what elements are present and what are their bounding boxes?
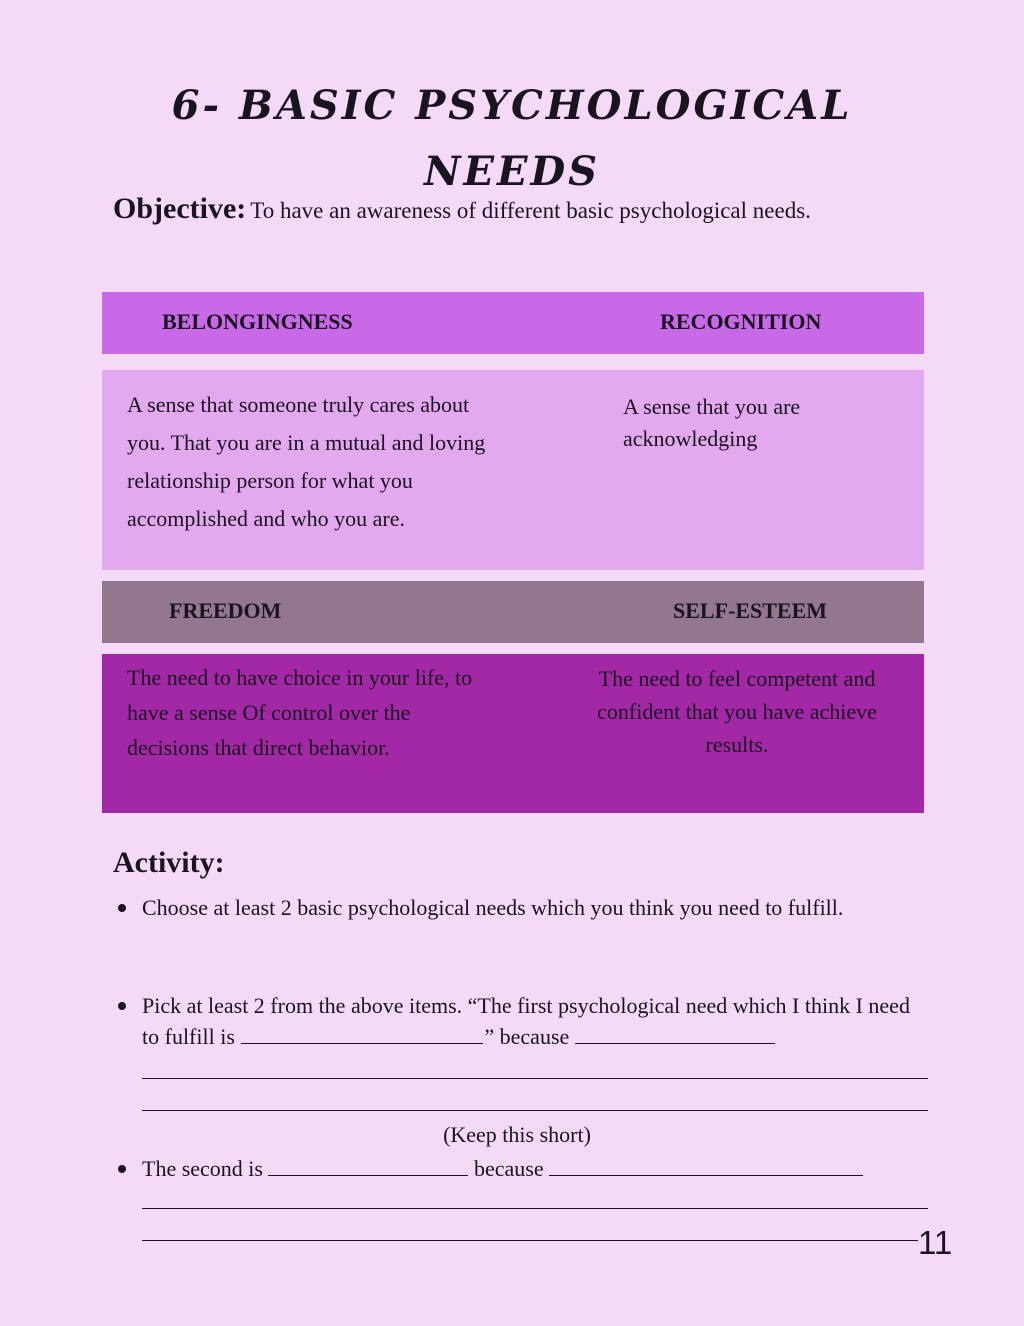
answer-line[interactable]	[142, 1208, 928, 1209]
self-esteem-description: The need to feel competent and confident that you have achieve results.	[597, 666, 877, 757]
activity-bullet-2	[142, 990, 932, 1052]
second-reason-blank[interactable]	[549, 1175, 863, 1176]
activity-heading: Activity:	[113, 846, 225, 879]
second-need-blank[interactable]	[268, 1175, 468, 1176]
answer-line[interactable]	[142, 1110, 928, 1111]
activity-bullet-1: Choose at least 2 basic psychological needs which you think you need to fulfill.	[142, 892, 932, 923]
recognition-label: RECOGNITION	[660, 309, 822, 334]
needs-header-row-1	[102, 292, 924, 354]
objective	[113, 192, 811, 226]
page-title-line2: NEEDS	[423, 148, 601, 195]
needs-header-row-2	[102, 581, 924, 643]
page-number: 11	[918, 1224, 953, 1261]
objective-label: Objective:	[113, 192, 247, 225]
first-reason-blank[interactable]	[575, 1043, 775, 1044]
needs-body-row-2	[102, 654, 924, 813]
self-esteem-label: SELF-ESTEEM	[673, 598, 828, 623]
needs-body-row-1	[102, 370, 924, 570]
answer-line[interactable]	[142, 1240, 918, 1241]
activity-bullet-3	[142, 1153, 932, 1184]
activity-bullet-2-because: ” because	[484, 1024, 570, 1049]
belongingness-label: BELONGINGNESS	[162, 309, 353, 334]
answer-line[interactable]	[142, 1078, 928, 1079]
freedom-description: The need to have choice in your life, to have a sense Of control over the decisions that direct behavior.	[127, 665, 473, 760]
belongingness-description: A sense that someone truly cares about you. That you are in a mutual and loving relationship person for what you accomplished and who you are.	[127, 392, 486, 531]
objective-text: To have an awareness of different basic psychological needs.	[250, 198, 811, 223]
first-need-blank[interactable]	[241, 1043, 483, 1044]
activity-bullet-3-because: because	[473, 1156, 544, 1181]
freedom-label: FREEDOM	[169, 598, 282, 623]
recognition-description: A sense that you are acknowledging	[623, 394, 801, 451]
activity-bullet-3-text: The second is	[142, 1156, 263, 1181]
keep-short-note: (Keep this short)	[443, 1122, 591, 1147]
page-title: 6- BASIC PSYCHOLOGICAL	[171, 82, 853, 129]
activity-bullet-2-text: Pick at least 2 from the above items. “The first psychological need which I think I need to fulfill is	[142, 993, 910, 1049]
